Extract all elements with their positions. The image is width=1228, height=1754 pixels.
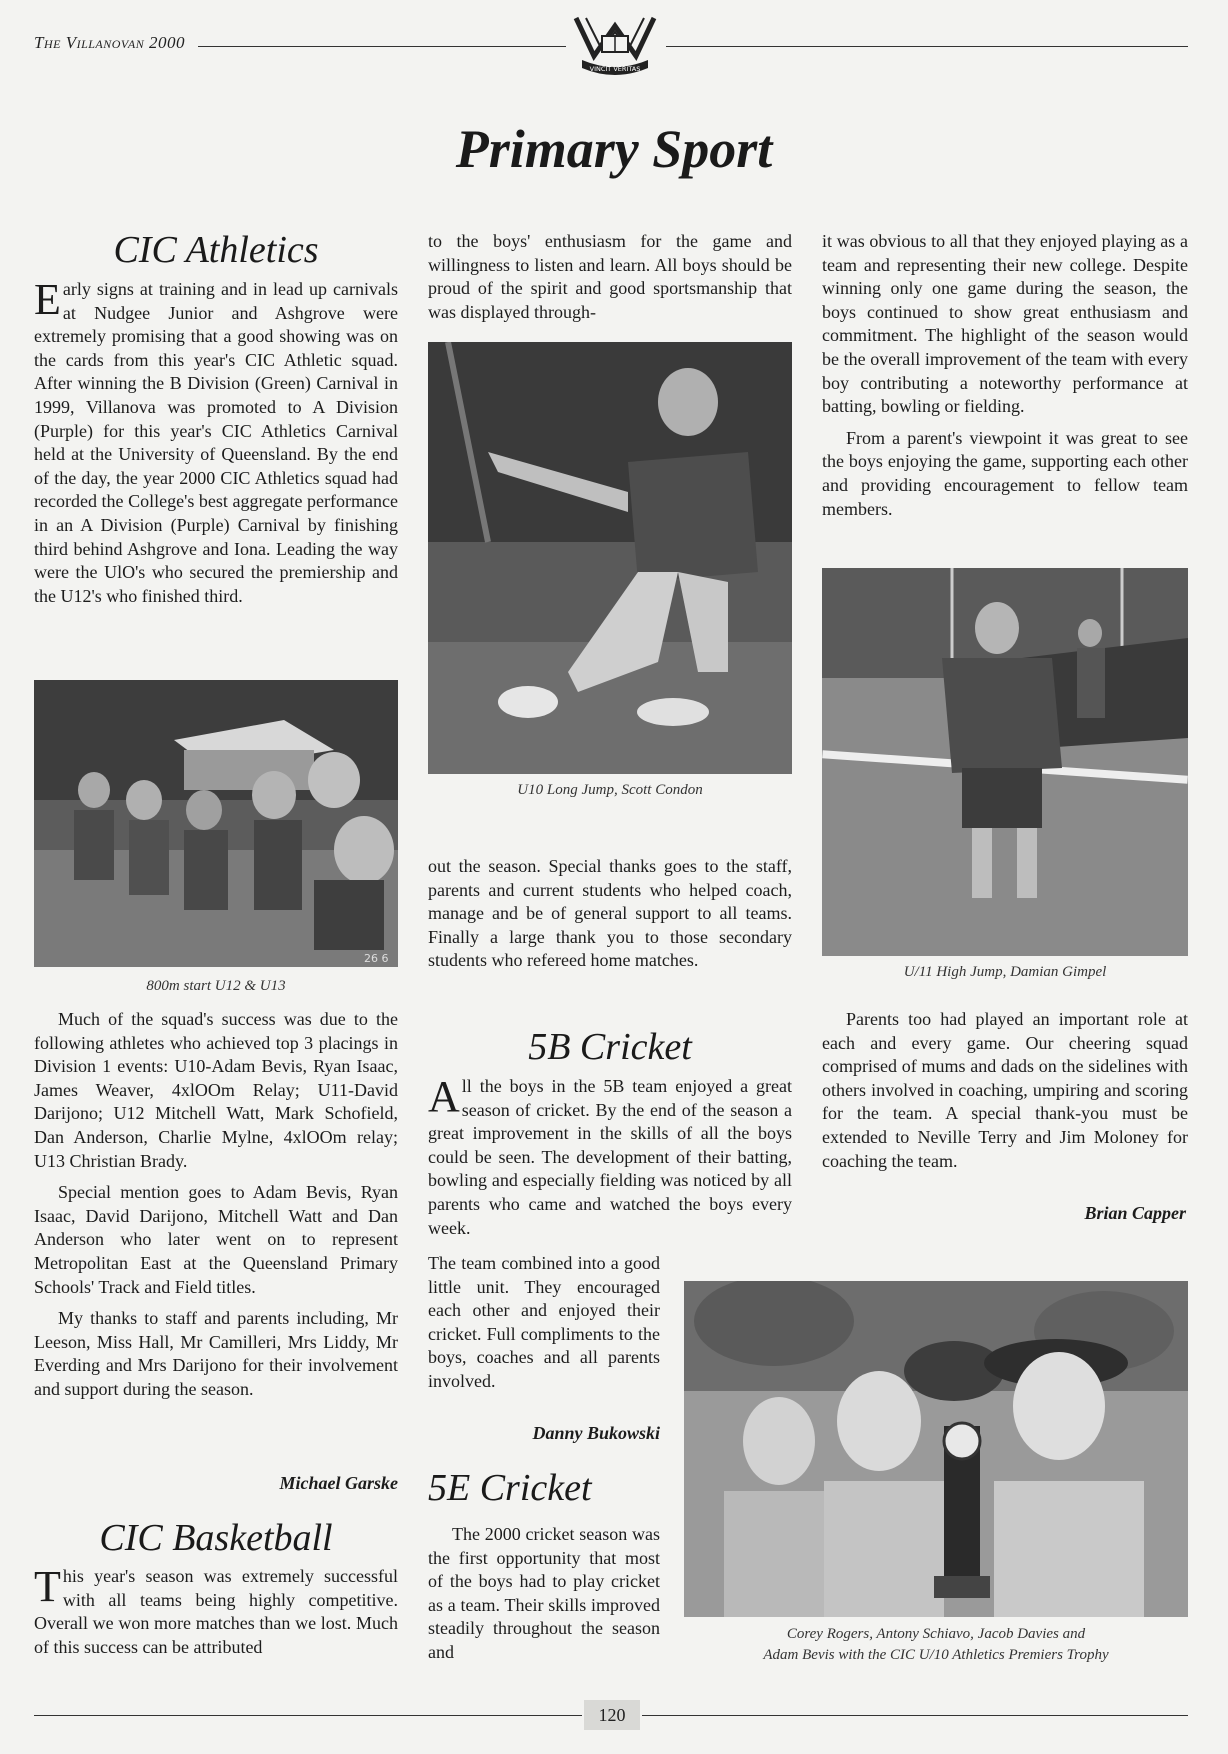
- 5e-cricket-continued: [822, 230, 1188, 521]
- 5b-cricket-heading: 5B Cricket: [528, 1026, 692, 1068]
- 5b-cricket-body-narrow: [428, 1252, 660, 1394]
- athletics-dropcap: E: [34, 275, 61, 324]
- 5e-cricket-text: The 2000 cricket season was the first opportunity that most of the boys had to play cricket as a team. Their skills improved steadily throughout the season and: [428, 1524, 660, 1662]
- 5e-cricket-heading: 5E Cricket: [428, 1467, 592, 1509]
- basketball-end-text: out the season. Special thanks goes to the staff, parents and current students who helped coach, manage and be of general support to all teams. Finally a large thank you to those secondary students who refereed home matches.: [428, 856, 792, 971]
- athletics-intro-text: arly signs at training and in lead up carnivals at Nudgee Junior and Ashgrove were extremely promising that a good showing was on the cards from this year's CIC Athletic squad. After winning the B Division (Green) Carnival in 1999, Villanova was promoted to A Division (Purple) for this year's CIC Athletics Carnival held at the University of Queensland. By the end of the day, the year 2000 CIC Athletics squad had recorded the College's best aggregate performance in an A Division (Purple) Carnival by finishing third behind Ashgrove and Iona. Leading the way were the UlO's who secured the premiership and the U12's who finished third.: [34, 279, 398, 606]
- athletics-para-2: Much of the squad's success was due to the following athletes who achieved top 3 placings in Division 1 events: U10-Adam Bevis, Ryan Isaac, James Weaver, 4xlOOm Relay; U11-David Darijono; U12 Mitchell Watt, Mark Schofield, Dan Anderson, Charlie Mylne, 4xlOOm relay; U13 Christian Brady.: [34, 1009, 398, 1171]
- athletics-para-3: Special mention goes to Adam Bevis, Ryan Isaac, David Darijono, Mitchell Watt and Dan Anderson who later went on to represent Metropolitan East at the Queensland Primary Schools' Track and Field titles.: [34, 1182, 398, 1297]
- 5e-cricket-para-2: From a parent's viewpoint it was great to see the boys enjoying the game, supporting each other and providing encouragement to fellow team members.: [822, 427, 1188, 519]
- 5b-cricket-text-2: The team combined into a good little unit. They encouraged each other and enjoyed their cricket. Full compliments to the boys, coaches and all parents involved.: [428, 1253, 660, 1391]
- basketball-intro: [34, 1562, 398, 1659]
- trophy-caption-line-2: Adam Bevis with the CIC U/10 Athletics Premiers Trophy: [763, 1647, 1109, 1663]
- 5e-cricket-para-3-block: [822, 1008, 1188, 1173]
- athletics-author: Michael Garske: [279, 1473, 398, 1493]
- 5e-cricket-para-3: Parents too had played an important role at each and every game. Our cheering squad comprised of mums and dads on the sidelines with others involved in coaching, umpiring and scoring for the team. A special thank-you must be extended to Neville Terry and Jim Moloney for coaching the team.: [822, 1009, 1188, 1171]
- photo-800m-start: [34, 680, 398, 967]
- photo-high-jump-caption: U/11 High Jump, Damian Gimpel: [903, 964, 1107, 980]
- basketball-dropcap: T: [34, 1562, 61, 1611]
- photo-trophy-team: [684, 1281, 1188, 1617]
- 5b-cricket-body: [428, 1072, 792, 1240]
- athletics-body: [34, 1008, 398, 1402]
- photo-long-jump-caption: U10 Long Jump, Scott Condon: [517, 782, 703, 798]
- 5e-cricket-author: Brian Capper: [1084, 1203, 1186, 1223]
- header-rule-right: [666, 46, 1188, 47]
- athletics-intro: [34, 275, 398, 608]
- publication-title: The Villanovan 2000: [34, 33, 185, 52]
- crest-motto: VINCIT VERITAS: [589, 65, 641, 73]
- 5b-cricket-dropcap: A: [428, 1072, 460, 1121]
- college-crest-logo: [572, 14, 658, 78]
- page-title: Primary Sport: [455, 119, 773, 179]
- photo-number-label: 26 6: [364, 952, 389, 965]
- trophy-caption-line-1: Corey Rogers, Antony Schiavo, Jacob Davies and: [786, 1626, 1086, 1642]
- photo-800m-caption: 800m start U12 & U13: [146, 978, 286, 994]
- cic-athletics-heading: CIC Athletics: [113, 229, 319, 271]
- basketball-cont-text: to the boys' enthusiasm for the game and willingness to listen and learn. All boys should be proud of the spirit and good sportsmanship that was displayed through-: [428, 231, 792, 322]
- 5b-cricket-author: Danny Bukowski: [532, 1423, 660, 1443]
- basketball-end: [428, 855, 792, 973]
- photo-long-jump: [428, 342, 792, 774]
- basketball-continued: [428, 230, 792, 324]
- cic-basketball-heading: CIC Basketball: [99, 1517, 333, 1559]
- 5b-cricket-text: ll the boys in the 5B team enjoyed a great season of cricket. By the end of the season a great improvement in the skills of all the boys could be seen. The development of their batting, bowling and especially fielding was noticed by all parents who came and watched the boys every week.: [428, 1076, 792, 1238]
- basketball-intro-text: his year's season was extremely successful with all teams being highly competitive. Overall we won more matches than we lost. Much of this success can be attributed: [34, 1566, 398, 1657]
- photo-trophy-caption: [684, 1624, 1188, 1666]
- 5e-cricket-body: [428, 1523, 660, 1665]
- 5e-cricket-cont-text: it was obvious to all that they enjoyed playing as a team and representing their new college. Despite winning only one game during the season, the boys continued to show great enthusiasm and commitment. The highlight of the season would be the overall improvement of the team with every boy contributing a noteworthy performance at batting, bowling or fielding.: [822, 231, 1188, 417]
- footer-rule-right: [642, 1715, 1188, 1716]
- header-rule-left: [198, 46, 566, 47]
- photo-high-jump: [822, 568, 1188, 956]
- page-number: 120: [584, 1700, 640, 1730]
- footer-rule-left: [34, 1715, 582, 1716]
- athletics-para-4: My thanks to staff and parents including, Mr Leeson, Miss Hall, Mr Camilleri, Mrs Liddy, Mr Everding and Mrs Darijono for their involvement and support during the season.: [34, 1308, 398, 1399]
